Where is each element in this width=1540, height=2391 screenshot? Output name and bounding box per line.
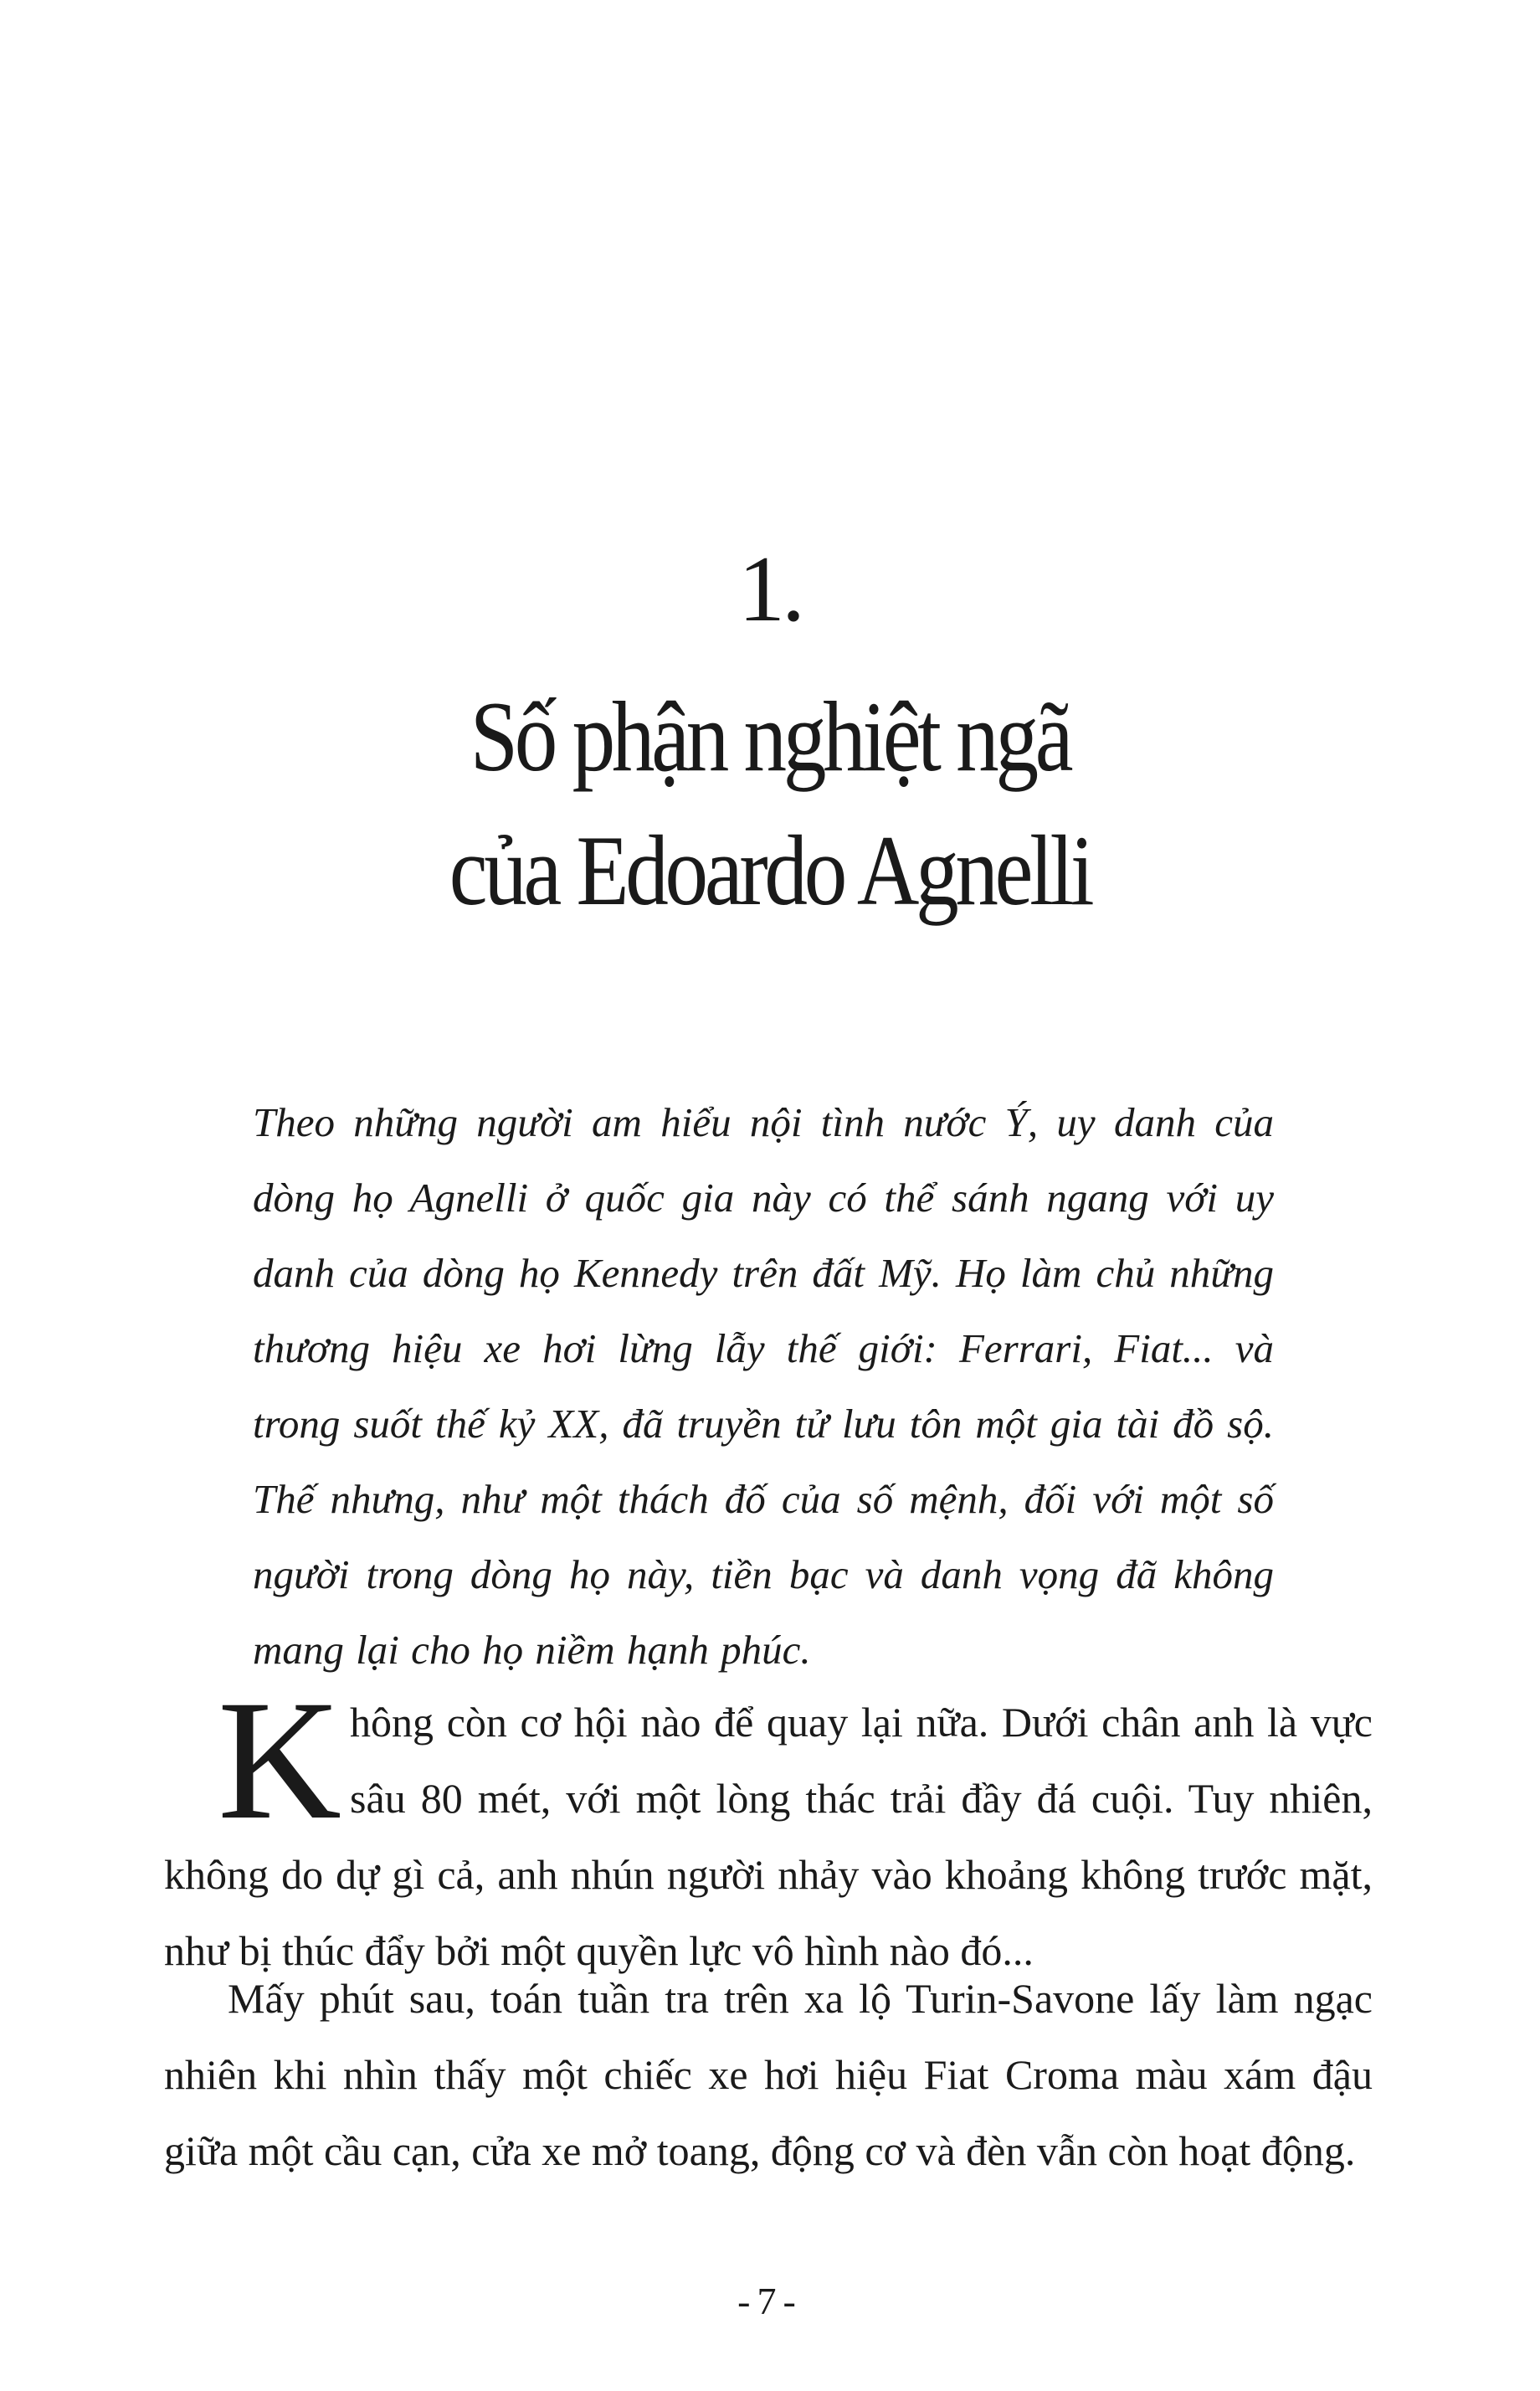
body-paragraph-1	[164, 1665, 1373, 1989]
body-paragraph-1-text: hông còn cơ hội nào để quay lại nữa. Dưới chân anh là vực sâu 80 mét, với một lòng thác trải đầy đá cuội. Tuy nhiên, không do dự gì cả, anh nhún người nhảy vào khoảng không trước mặt, như bị thúc đẩy bởi một quyền lực vô hình nào đó...	[164, 1699, 1373, 1974]
chapter-title-line-2: của Edoardo Agnelli	[449, 815, 1091, 926]
epigraph: Theo những người am hiểu nội tình nước Ý, uy danh của dòng họ Agnelli ở quốc gia này có thể sánh ngang với uy danh của dòng họ Kennedy trên đất Mỹ. Họ làm chủ những thương hiệu xe hơi lừng lẫy thế giới: Ferrari, Fiat... và trong suốt thế kỷ XX, đã truyền tử lưu tôn một gia tài đồ sộ. Thế nhưng, như một thách đố của số mệnh, đối với một số người trong dòng họ này, tiền bạc và danh vọng đã không mang lại cho họ niềm hạnh phúc.	[253, 1099, 1274, 1673]
page-number: -7-	[737, 2280, 803, 2322]
body-paragraph-2: Mấy phút sau, toán tuần tra trên xa lộ Turin-Savone lấy làm ngạc nhiên khi nhìn thấy một chiếc xe hơi hiệu Fiat Croma màu xám đậu giữa một cầu cạn, cửa xe mở toang, động cơ và đèn vẫn còn hoạt động.	[164, 1975, 1373, 2174]
chapter-title	[108, 670, 1432, 938]
drop-cap: K	[218, 1665, 342, 1855]
chapter-number: 1.	[738, 537, 802, 641]
chapter-title-line-1: Số phận nghiệt ngã	[470, 681, 1070, 792]
